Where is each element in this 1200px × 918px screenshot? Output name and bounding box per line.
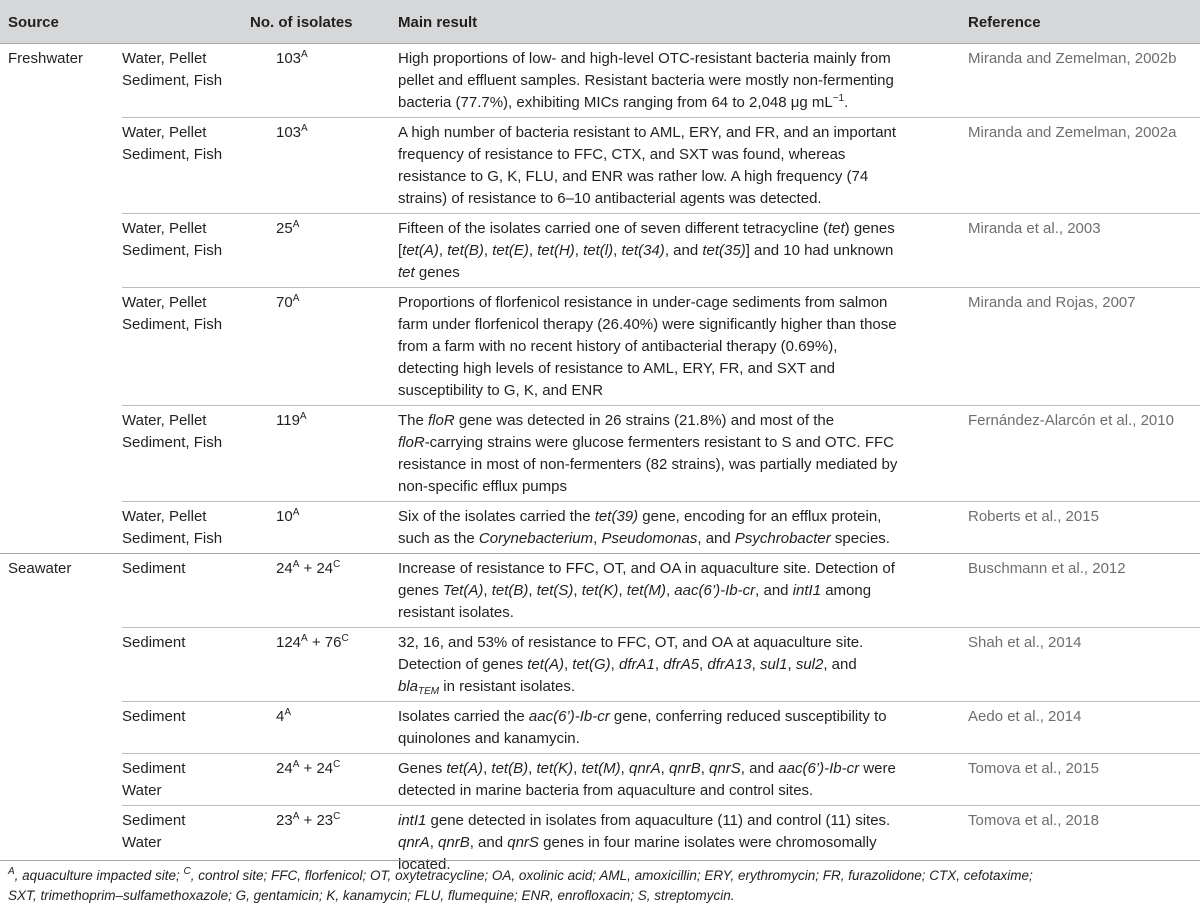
cell-main-result: Increase of resistance to FFC, OT, and OA in aquaculture site. Detection of genes Tet(A), tet(B), tet(S), tet(K), tet(M), aac(6’)-Ib-cr, and intI1 among resistant isolates.	[398, 554, 968, 628]
cell-reference: Miranda and Rojas, 2007	[968, 288, 1200, 406]
cell-sub-source	[122, 214, 250, 288]
cell-source	[0, 502, 122, 554]
table-body	[0, 44, 1200, 880]
cell-isolates: $70^A$	[250, 288, 398, 406]
sub-source-line: Water, Pellet	[122, 508, 207, 525]
cell-sub-source	[122, 288, 250, 406]
cell-sub-source	[122, 406, 250, 502]
cell-main-result: intI1 gene detected in isolates from aquaculture (11) and control (11) sites. qnrA, qnrB, and qnrS genes in four marine isolates were chromosomally located.	[398, 806, 968, 880]
cell-isolates: $103^A$	[250, 44, 398, 118]
sub-source-line: Sediment, Fish	[122, 434, 223, 451]
sub-source-line: Sediment	[122, 708, 186, 725]
cell-main-result: Proportions of florfenicol resistance in under-cage sediments from salmon farm under florfenicol therapy (26.40%) were significantly higher than those from a farm with no recent history of antibacterial therapy (0.69%), detecting high levels of resistance to AML, ERY, FR, and SXT and susceptibility to G, K, and ENR	[398, 288, 968, 406]
cell-isolates: $24^A + 24^C$	[250, 554, 398, 628]
cell-sub-source	[122, 44, 250, 118]
table-row	[0, 44, 1200, 118]
table-header-row	[0, 0, 1200, 44]
cell-main-result: Isolates carried the aac(6’)-Ib-cr gene, conferring reduced susceptibility to quinolones and kanamycin.	[398, 702, 968, 754]
cell-reference: Tomova et al., 2015	[968, 754, 1200, 806]
cell-source	[0, 214, 122, 288]
cell-source	[0, 118, 122, 214]
cell-main-result: Genes tet(A), tet(B), tet(K), tet(M), qnrA, qnrB, qnrS, and aac(6’)-Ib-cr were detected in marine bacteria from aquaculture and control sites.	[398, 754, 968, 806]
header-reference: Reference	[968, 0, 1200, 44]
cell-reference: Buschmann et al., 2012	[968, 554, 1200, 628]
cell-isolates: $103^A$	[250, 118, 398, 214]
cell-reference: Miranda and Zemelman, 2002b	[968, 44, 1200, 118]
table-row	[0, 288, 1200, 406]
cell-main-result: Fifteen of the isolates carried one of seven different tetracycline (tet) genes [tet(A), tet(B), tet(E), tet(H), tet(l), tet(34), and tet(35)] and 10 had unknown tet genes	[398, 214, 968, 288]
sub-source-line: Sediment	[122, 560, 186, 577]
table-row	[0, 702, 1200, 754]
sub-source-line: Sediment, Fish	[122, 72, 223, 89]
cell-reference: Shah et al., 2014	[968, 628, 1200, 702]
sub-source-line: Sediment, Fish	[122, 530, 223, 547]
sub-source-line: Sediment	[122, 812, 186, 829]
cell-source	[0, 754, 122, 806]
header-isolates: No. of isolates	[250, 0, 398, 44]
sub-source-line: Water, Pellet	[122, 294, 207, 311]
cell-isolates: $23^A + 23^C$	[250, 806, 398, 880]
cell-sub-source	[122, 554, 250, 628]
cell-reference: Fernández-Alarcón et al., 2010	[968, 406, 1200, 502]
cell-sub-source	[122, 502, 250, 554]
table-row	[0, 628, 1200, 702]
cell-reference: Roberts et al., 2015	[968, 502, 1200, 554]
header-sub-source	[122, 0, 250, 44]
table-row	[0, 406, 1200, 502]
header-source: Source	[0, 0, 122, 44]
cell-source	[0, 406, 122, 502]
cell-sub-source	[122, 754, 250, 806]
sub-source-line: Sediment	[122, 760, 186, 777]
cell-main-result: 32, 16, and 53% of resistance to FFC, OT, and OA at aquaculture site. Detection of genes tet(A), tet(G), dfrA1, dfrA5, dfrA13, sul1, sul2, and bla$_{TEM}$ in resistant isolates.	[398, 628, 968, 702]
cell-source	[0, 288, 122, 406]
cell-isolates: $4^A$	[250, 702, 398, 754]
cell-isolates: $25^A$	[250, 214, 398, 288]
cell-source: Seawater	[0, 554, 122, 628]
sub-source-line: Sediment	[122, 634, 186, 651]
sub-source-line: Water, Pellet	[122, 220, 207, 237]
cell-main-result: Six of the isolates carried the tet(39) gene, encoding for an efflux protein, such as the Corynebacterium, Pseudomonas, and Psychrobacter species.	[398, 502, 968, 554]
sub-source-line: Sediment, Fish	[122, 146, 223, 163]
cell-reference: Tomova et al., 2018	[968, 806, 1200, 880]
cell-sub-source	[122, 118, 250, 214]
sub-source-line: Water, Pellet	[122, 50, 207, 67]
sub-source-line: Water, Pellet	[122, 124, 207, 141]
cell-source: Freshwater	[0, 44, 122, 118]
cell-isolates: $10^A$	[250, 502, 398, 554]
cell-reference: Aedo et al., 2014	[968, 702, 1200, 754]
cell-main-result: The floR gene was detected in 26 strains (21.8%) and most of the floR-carrying strains were glucose fermenters resistant to S and OTC. FFC resistance in most of non-fermenters (82 strains), was partially mediated by non-specific efflux pumps	[398, 406, 968, 502]
sub-source-line: Water	[122, 834, 162, 851]
cell-main-result: A high number of bacteria resistant to AML, ERY, and FR, and an important frequency of resistance to FFC, CTX, and SXT was found, whereas resistance to G, K, FLU, and ENR was rather low. A high frequency (74 strains) of resistance to 6–10 antibacterial agents was detected.	[398, 118, 968, 214]
sub-source-line: Sediment, Fish	[122, 316, 223, 333]
table-footnote: $^A$, aquaculture impacted site; $^C$, control site; FFC, florfenicol; OT, oxytetracycline; OA, oxolinic acid; AML, amoxicillin; ERY, erythromycin; FR, furazolidone; CTX, cefotaxime; SXT, trimethoprim–sulfamethoxazole; G, gentamicin; K, kanamycin; FLU, flumequine; ENR, enrofloxacin; S, streptomycin.	[0, 860, 1200, 906]
cell-sub-source	[122, 702, 250, 754]
cell-isolates: $124^A + 76^C$	[250, 628, 398, 702]
table-row	[0, 754, 1200, 806]
table-row	[0, 118, 1200, 214]
cell-reference: Miranda et al., 2003	[968, 214, 1200, 288]
header-main-result: Main result	[398, 0, 968, 44]
sub-source-line: Water, Pellet	[122, 412, 207, 429]
cell-sub-source	[122, 628, 250, 702]
cell-main-result: High proportions of low- and high-level OTC-resistant bacteria mainly from pellet and effluent samples. Resistant bacteria were mostly non-fermenting bacteria (77.7%), exhibiting MICs ranging from 64 to 2,048 μg $mL^{-1}$.	[398, 44, 968, 118]
cell-reference: Miranda and Zemelman, 2002a	[968, 118, 1200, 214]
sub-source-line: Sediment, Fish	[122, 242, 223, 259]
sub-source-line: Water	[122, 782, 162, 799]
cell-isolates: $119^A$	[250, 406, 398, 502]
table-row	[0, 554, 1200, 628]
cell-isolates: $24^A + 24^C$	[250, 754, 398, 806]
cell-source	[0, 628, 122, 702]
table-row	[0, 502, 1200, 554]
table-row	[0, 214, 1200, 288]
cell-source	[0, 702, 122, 754]
